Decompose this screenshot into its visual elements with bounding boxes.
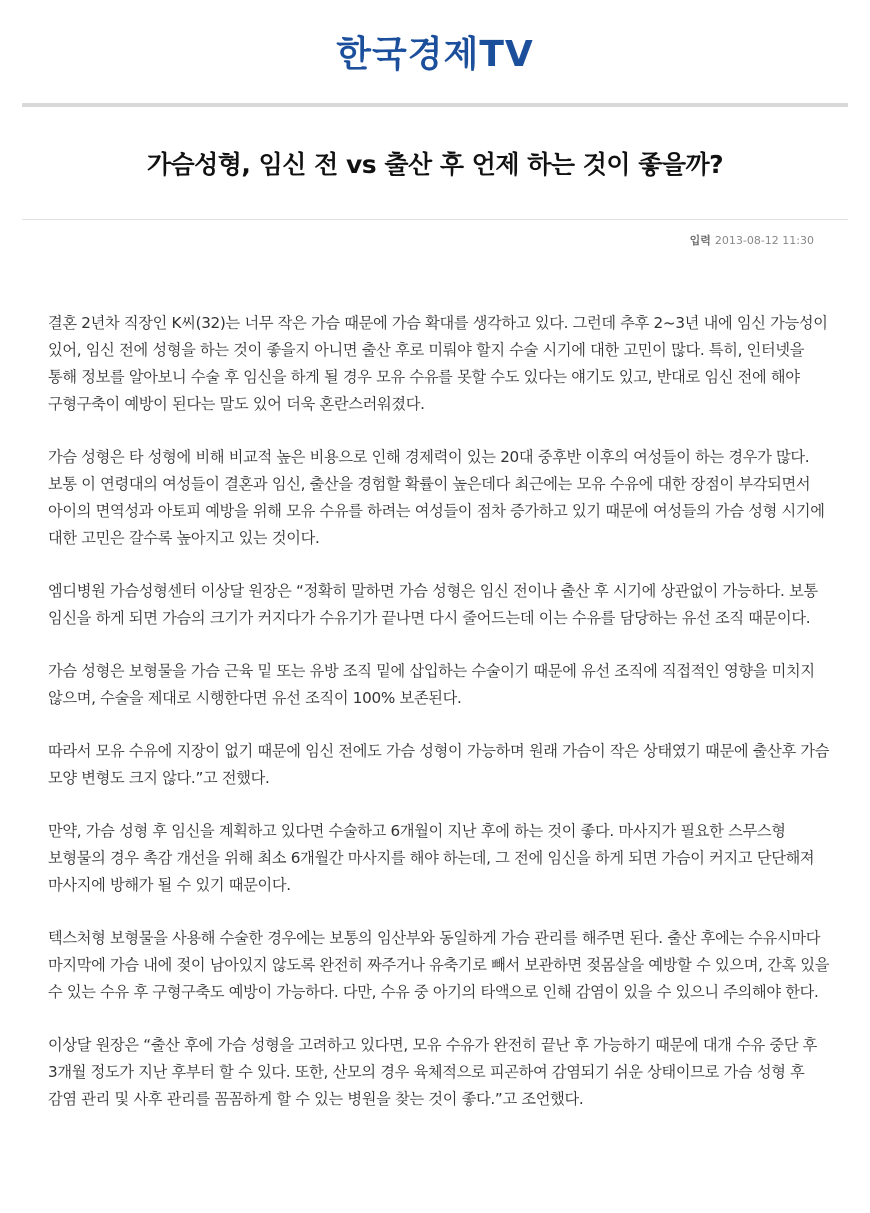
header-divider [22, 103, 848, 107]
article-paragraph: 만약, 가슴 성형 후 임신을 계획하고 있다면 수술하고 6개월이 지난 후에 하는 것이 좋다. 마사지가 필요한 스무스형 보형물의 경우 촉감 개선을 위해 최소 6개월간 마사지를 해야 하는데, 그 전에 임신을 하게 되면 가슴이 커지고 단단해져 마사지에 방해가 될 수 있기 때문이다. [48, 822, 815, 894]
published-date: 2013-08-12 11:30 [714, 234, 814, 247]
article-paragraph: 텍스처형 보형물을 사용해 수술한 경우에는 보통의 임산부와 동일하게 가슴 관리를 해주면 된다. 출산 후에는 수유시마다 마지막에 가슴 내에 젖이 남아있지 않도록 완전히 짜주거나 유축기로 빼서 보관하면 젖몸살을 예방할 수 있으며, 간혹 있을 수 있는 수유 후 구형구축도 예방이 가능하다. 다만, 수유 중 아기의 타액으로 인해 감염이 있을 수 있으니 주의해야 한다. [48, 929, 830, 1001]
article-paragraph: 이상달 원장은 “출산 후에 가슴 성형을 고려하고 있다면, 모유 수유가 완전히 끝난 후 가능하기 때문에 대개 수유 중단 후 3개월 정도가 지난 후부터 할 수 있다. 또한, 산모의 경우 육체적으로 피곤하여 감염되기 쉬운 상태이므로 가슴 성형 후 감염 관리 및 사후 관리를 꼼꼼하게 할 수 있는 병원을 찾는 것이 좋다.”고 조언했다. [48, 1036, 818, 1108]
article-meta [690, 232, 814, 250]
article-paragraph: 결혼 2년차 직장인 K씨(32)는 너무 작은 가슴 때문에 가슴 확대를 생각하고 있다. 그런데 추후 2~3년 내에 임신 가능성이 있어, 임신 전에 성형을 하는 것이 좋을지 아니면 출산 후로 미뤄야 할지 수술 시기에 대한 고민이 많다. 특히, 인터넷을 통해 정보를 알아보니 수술 후 임신을 하게 될 경우 모유 수유를 못할 수도 있다는 얘기도 있고, 반대로 임신 전에 해야 구형구축이 예방이 된다는 말도 있어 더욱 혼란스러워졌다. [48, 314, 828, 413]
article-body [48, 310, 834, 1139]
article-paragraph: 가슴 성형은 타 성형에 비해 비교적 높은 비용으로 인해 경제력이 있는 20대 중후반 이후의 여성들이 하는 경우가 많다. 보통 이 연령대의 여성들이 결혼과 임신, 출산을 경험할 확률이 높은데다 최근에는 모유 수유에 대한 장점이 부각되면서 아이의 면역성과 아토피 예방을 위해 모유 수유를 하려는 여성들이 점차 증가하고 있기 때문에 여성들의 가슴 성형 시기에 대한 고민은 갈수록 높아지고 있는 것이다. [48, 448, 825, 547]
article-paragraph: 따라서 모유 수유에 지장이 없기 때문에 임신 전에도 가슴 성형이 가능하며 원래 가슴이 작은 상태였기 때문에 출산후 가슴 모양 변형도 크지 않다.”고 전했다. [48, 742, 830, 787]
site-header [0, 0, 870, 100]
title-divider [22, 219, 848, 220]
published-label: 입력 [689, 234, 711, 247]
article-paragraph: 엠디병원 가슴성형센터 이상달 원장은 “정확히 말하면 가슴 성형은 임신 전이나 출산 후 시기에 상관없이 가능하다. 보통 임신을 하게 되면 가슴의 크기가 커지다가 수유기가 끝나면 다시 줄어드는데 이는 수유를 담당하는 유선 조직 때문이다. [48, 582, 818, 627]
article-paragraph: 가슴 성형은 보형물을 가슴 근육 밑 또는 유방 조직 밑에 삽입하는 수술이기 때문에 유선 조직에 직접적인 영향을 미치지 않으며, 수술을 제대로 시행한다면 유선 조직이 100% 보존된다. [48, 662, 815, 707]
site-logo[interactable]: 한국경제TV [336, 34, 534, 75]
article-title: 가슴성형, 임신 전 vs 출산 후 언제 하는 것이 좋을까? [146, 150, 724, 179]
